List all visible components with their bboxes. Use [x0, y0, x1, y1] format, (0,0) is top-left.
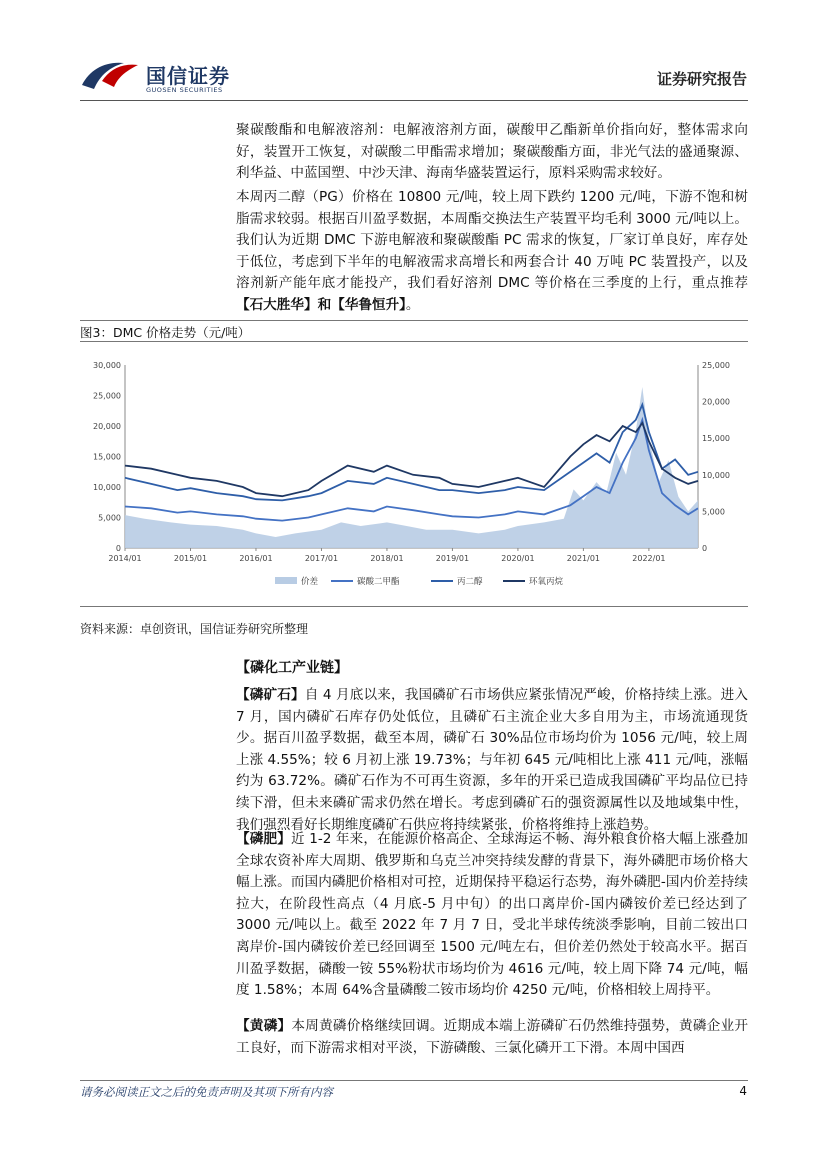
left-tick-label: 5,000	[98, 513, 121, 523]
x-tick-label: 2016/01	[239, 554, 273, 563]
right-tick-label: 5,000	[702, 507, 725, 517]
paragraph-phosphate-rock	[236, 685, 748, 836]
paragraph-pg-dmc	[236, 187, 748, 317]
x-tick-label: 2019/01	[435, 554, 470, 563]
x-tick-label: 2022/01	[632, 554, 666, 563]
phosphate-rock-label: 【磷矿石】	[236, 687, 305, 703]
x-tick-label: 2018/01	[370, 554, 404, 563]
figure-title-rule	[80, 341, 748, 342]
figure-source: 资料来源：卓创资讯，国信证券研究所整理	[80, 622, 309, 636]
paragraph-end: 。	[405, 296, 420, 313]
yellow-phosphorus-text: 本周黄磷价格继续回调。近期成本端上游磷矿石仍然维持强势，黄磷企业开工良好，而下游需求相对平淡，下游磷酸、三氯化磷开工下滑。本周中国西	[236, 1018, 749, 1056]
header-divider	[80, 100, 748, 101]
dmc-price-chart	[80, 343, 748, 598]
figure-bottom-rule	[80, 606, 748, 607]
phosphate-fertilizer-text: 近 1-2 年来，在能源价格高企、全球海运不畅、海外粮食价格大幅上涨叠加全球农资补库大周期、俄罗斯和乌克兰冲突持续发酵的背景下，海外磷肥市场价格大幅上涨。而国内磷肥价格相对可控，近期保持平稳运行态势，海外磷肥-国内价差持续拉大，在阶段性高点（4 月底-5 月中旬）的出口离岸价-国内磷铵价差已经达到了 3000 元/吨以上。截至 2022 年 7 月 7 日，受北半球传统淡季影响，目前二铵出口离岸价-国内磷铵价差已经回调至 1500 元/吨左右，但价差仍然处于较高水平。据百川盈孚数据，磷酸一铵 55%粉状市场均价为 4616 元/吨，较上周下降 74 元/吨，幅度 1.58%；本周 64%含量磷酸二铵市场均价 4250 元/吨，价格相较上周持平。	[236, 831, 749, 999]
report-type: 证券研究报告	[656, 70, 747, 88]
logo-text-cn: 国信证券	[146, 64, 230, 88]
and-text: 和	[317, 296, 332, 313]
paragraph-pg-dmc-text: 本周丙二醇（PG）价格在 10800 元/吨，较上周下跌约 1200 元/吨，下游不饱和树脂需求较弱。根据百川盈孚数据，本周酯交换法生产装置平均毛利 3000 元/吨以上。我们认为近期 DMC 下游电解液和聚碳酸酯 PC 需求的恢复，厂家订单良好，库存处于低位，考虑到下半年的电解液需求高增长和两套合计 40 万吨 PC 装置投产，以及溶剂新产能年底才能投产，我们看好溶剂 DMC 等价格在三季度的上行，重点推荐	[236, 189, 748, 292]
left-tick-label: 20,000	[93, 422, 121, 431]
page-number: 4	[739, 1084, 747, 1098]
figure-title: 图3：DMC 价格走势（元/吨）	[80, 325, 251, 340]
footer-disclaimer: 请务必阅读正文之后的免责声明及其项下所有内容	[80, 1085, 333, 1099]
left-tick-label: 30,000	[93, 361, 121, 370]
right-tick-label: 0	[702, 544, 708, 553]
logo-text-en: GUOSEN SECURITIES	[146, 86, 223, 94]
legend-label: 环氧丙烷	[529, 577, 564, 587]
left-tick-label: 15,000	[93, 452, 121, 462]
x-tick-label: 2021/01	[566, 554, 601, 563]
right-tick-label: 10,000	[702, 470, 730, 480]
figure-top-rule	[80, 320, 748, 321]
legend-label: 丙二醇	[457, 577, 483, 587]
left-tick-label: 25,000	[93, 391, 121, 401]
paragraph-pc-electrolyte: 聚碳酸酯和电解液溶剂：电解液溶剂方面，碳酸甲乙酯新单价指向好，整体需求向好，装置开工恢复，对碳酸二甲酯需求增加；聚碳酸酯方面，非光气法的盛通聚源、利华益、中蓝国塑、中沙天津、海南华盛装置运行，原料采购需求较好。	[236, 122, 748, 182]
x-tick-label: 2015/01	[173, 554, 208, 563]
right-tick-label: 15,000	[702, 434, 730, 444]
right-tick-label: 25,000	[702, 361, 730, 370]
x-tick-label: 2017/01	[304, 554, 339, 563]
right-tick-label: 20,000	[702, 397, 730, 407]
legend-swatch-area	[275, 577, 297, 584]
series-area-spread	[125, 387, 698, 548]
yellow-phosphorus-label: 【黄磷】	[236, 1018, 292, 1034]
left-tick-label: 0	[115, 544, 121, 553]
stock-recommendation-1: 【石大胜华】	[236, 296, 318, 313]
x-tick-label: 2020/01	[501, 554, 535, 563]
phosphate-rock-text: 自 4 月底以来，我国磷矿石市场供应紧张情况严峻，价格持续上涨。进入 7 月，国内磷矿石库存仍处低位，且磷矿石主流企业大多自用为主，市场流通现货少。据百川盈孚数据，截至本周，磷矿石 30%品位市场均价为 1056 元/吨，较上周上涨 4.55%；较 6 月初上涨 19.73%；与年初 645 元/吨相比上涨 411 元/吨，涨幅约为 63.72%。磷矿石作为不可再生资源，多年的开采已造成我国磷矿平均品位已持续下滑，但未来磷矿需求仍然在增长。考虑到磷矿石的强资源属性以及地域集中性，我们强烈看好长期维度磷矿石供应将持续紧张，价格将维持上涨趋势。	[236, 687, 749, 833]
footer-divider	[80, 1080, 748, 1081]
left-tick-label: 10,000	[93, 483, 121, 492]
legend-label: 价差	[301, 577, 319, 587]
paragraph-yellow-phosphorus	[236, 1016, 748, 1059]
x-tick-label: 2014/01	[108, 554, 142, 563]
paragraph-phosphate-fertilizer	[236, 829, 748, 1002]
page-header	[0, 0, 827, 100]
stock-recommendation-2: 【华鲁恒升】	[331, 296, 406, 313]
guosen-logo-icon	[80, 55, 140, 91]
section-heading: 【磷化工产业链】	[236, 660, 348, 676]
legend-label: 碳酸二甲酯	[357, 577, 400, 587]
phosphate-fertilizer-label: 【磷肥】	[236, 831, 291, 847]
